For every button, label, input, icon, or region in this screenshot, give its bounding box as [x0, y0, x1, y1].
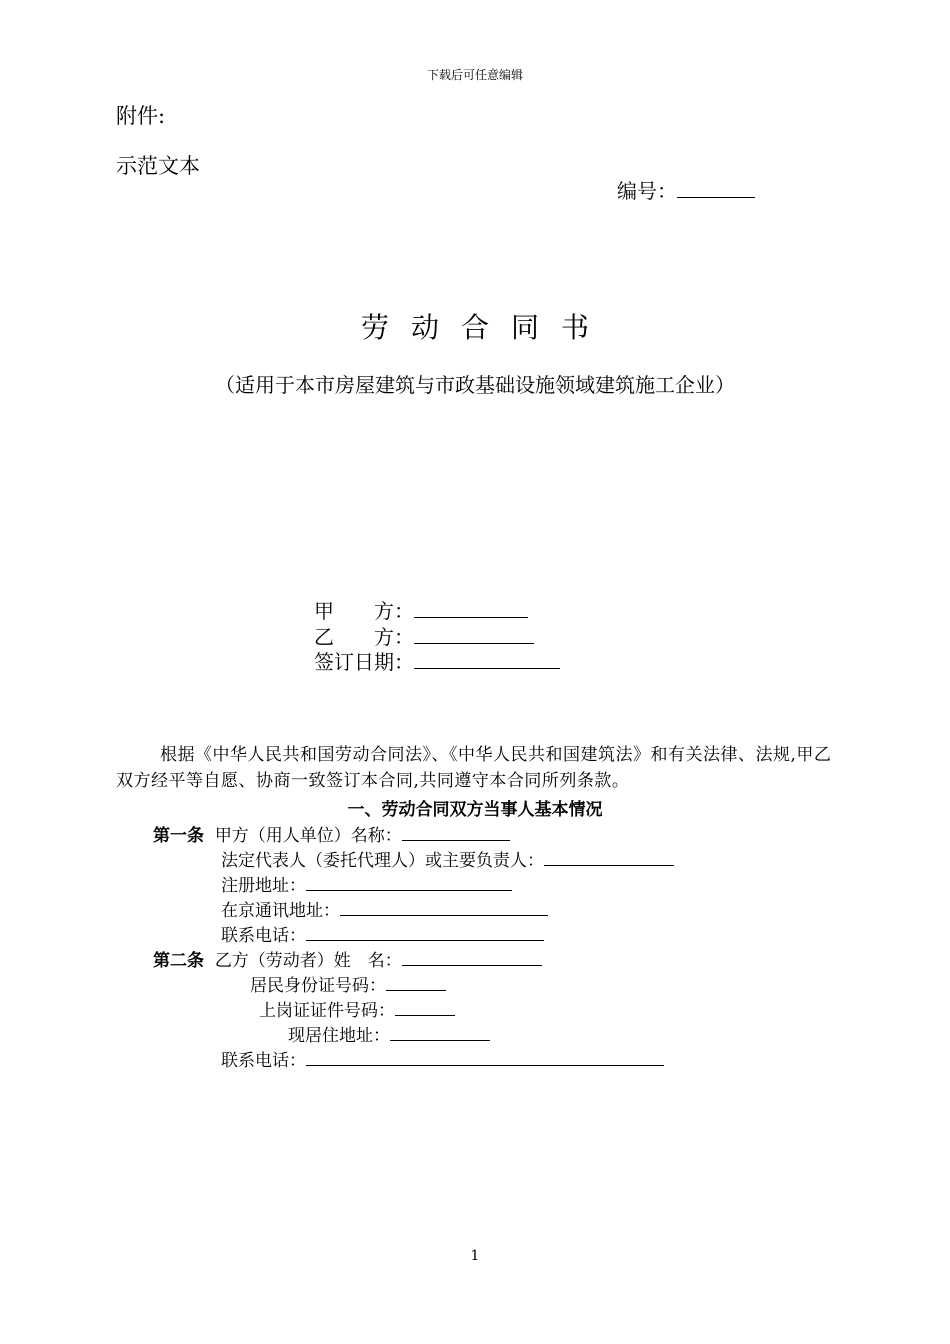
worker-phone-row — [221, 1046, 664, 1071]
sign-date-label: 签订日期： — [314, 650, 414, 674]
employer-phone-blank[interactable] — [306, 922, 544, 941]
sample-text-label: 示范文本 — [116, 154, 200, 178]
cert-number-row — [259, 996, 455, 1021]
bj-address-row — [221, 896, 548, 921]
worker-phone-label: 联系电话： — [221, 1051, 306, 1071]
worker-address-label: 现居住地址： — [288, 1026, 390, 1046]
document-title: 劳动合同书 — [360, 311, 611, 344]
party-a-blank[interactable] — [414, 599, 528, 618]
section-1-title: 一、劳动合同双方当事人基本情况 — [347, 800, 603, 820]
legal-rep-label: 法定代表人（委托代理人）或主要负责人： — [221, 851, 544, 871]
reg-address-row — [221, 871, 512, 896]
id-number-blank[interactable] — [386, 972, 446, 991]
employer-name-blank[interactable] — [402, 822, 510, 841]
document-number-label: 编号： — [617, 179, 677, 203]
legal-rep-blank[interactable] — [544, 847, 674, 866]
worker-address-blank[interactable] — [390, 1022, 490, 1041]
id-number-row — [250, 971, 446, 996]
intro-paragraph: 根据《中华人民共和国劳动合同法》、《中华人民共和国建筑法》和有关法律、法规,甲乙双方经平等自愿、协商一致签订本合同,共同遵守本合同所列条款。 — [116, 745, 832, 791]
party-a-label: 甲 方： — [314, 599, 414, 623]
worker-address-row — [288, 1021, 490, 1046]
page-header: 下载后可任意编辑 — [426, 68, 523, 82]
article-2-label: 第二条 — [153, 951, 204, 971]
cert-number-label: 上岗证证件号码： — [259, 1001, 395, 1021]
employer-phone-row — [221, 921, 544, 946]
legal-rep-row — [221, 846, 674, 871]
bj-address-blank[interactable] — [340, 897, 548, 916]
worker-name-blank[interactable] — [402, 947, 542, 966]
bj-address-label: 在京通讯地址： — [221, 901, 340, 921]
sign-date-blank[interactable] — [414, 650, 560, 669]
article-2-name-row — [153, 946, 542, 971]
document-number-blank[interactable] — [677, 179, 755, 198]
party-a-row — [314, 595, 528, 624]
employer-name-label: 甲方（用人单位）名称： — [214, 826, 402, 846]
document-subtitle: （适用于本市房屋建筑与市政基础设施领域建筑施工企业） — [215, 373, 735, 397]
article-1-name-row — [153, 821, 510, 846]
employer-phone-label: 联系电话： — [221, 926, 306, 946]
sign-date-row — [314, 646, 560, 675]
party-b-label: 乙 方： — [314, 625, 414, 649]
cert-number-blank[interactable] — [395, 997, 455, 1016]
id-number-label: 居民身份证号码： — [250, 976, 386, 996]
article-1-label: 第一条 — [153, 826, 204, 846]
reg-address-label: 注册地址： — [221, 876, 306, 896]
page-number: 1 — [470, 1248, 480, 1264]
attachment-label: 附件: — [116, 104, 166, 128]
document-number — [617, 175, 755, 204]
party-b-blank[interactable] — [414, 625, 534, 644]
reg-address-blank[interactable] — [306, 872, 512, 891]
worker-name-label: 乙方（劳动者）姓 名： — [214, 951, 402, 971]
worker-phone-blank[interactable] — [306, 1047, 664, 1066]
